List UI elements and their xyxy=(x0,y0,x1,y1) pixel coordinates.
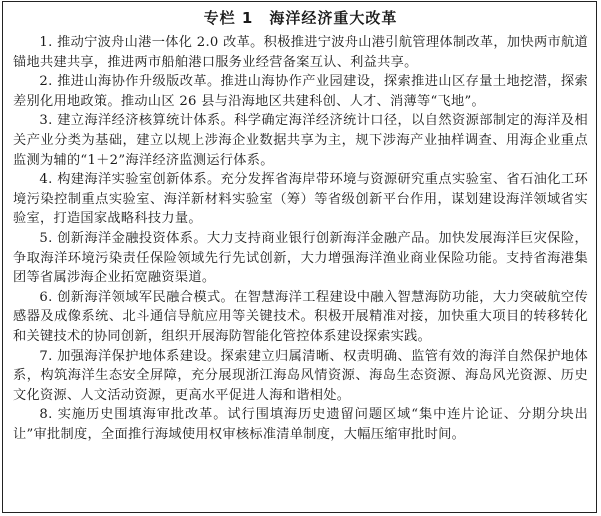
reform-item-3: 3. 建立海洋经济核算统计体系。科学确定海洋经济统计口径，以自然资源部制定的海洋及相关产业分类为基础，建立以规上涉海企业数据共享为主，规下涉海产业抽样调查、用海企业重点监测为辅的“1＋2”海洋经济监测运行体系。 xyxy=(13,113,588,168)
reform-item-7: 7. 加强海洋保护地体系建设。探索建立归属清晰、权责明确、监管有效的海洋自然保护地体系，构筑海洋生态安全屏障，充分展现浙江海岛风情资源、海岛生态资源、海岛风光资源、历史文化资源、人文活动资源，更高水平促进人海和谐相处。 xyxy=(13,348,588,403)
column-heading: 海洋经济重大改革 xyxy=(269,9,398,27)
reform-item-2: 2. 推进山海协作升级版改革。推进山海协作产业园建设，探索推进山区存量土地挖潜，探索差别化用地政策。推动山区 26 县与沿海地区共建科创、人才、消薄等“飞地”。 xyxy=(13,74,588,109)
column-title xyxy=(13,9,588,27)
reform-item-6: 6. 创新海洋领域军民融合模式。在智慧海洋工程建设中融入智慧海防功能，大力突破航空传感器及成像系统、北斗通信导航应用等关键技术。积极开展精准对接，加快重大项目的转移转化和关键技术的协同创新，组织开展海防智能化管控体系建设探索实践。 xyxy=(13,289,588,344)
reform-item-4: 4. 构建海洋实验室创新体系。充分发挥省海岸带环境与资源研究重点实验室、省石油化工环境污染控制重点实验室、海洋新材料实验室（筹）等省级创新平台作用，谋划建设海洋领域省实验室，打造国家战略科技力量。 xyxy=(13,172,588,227)
column-box xyxy=(2,1,597,513)
reform-item-5: 5. 创新海洋金融投资体系。大力支持商业银行创新海洋金融产品。加快发展海洋巨灾保险，争取海洋环境污染责任保险领域先行先试创新，大力增强海洋渔业商业保险功能。支持省海港集团等省属涉海企业拓宽融资渠道。 xyxy=(13,230,588,286)
reform-item-8: 8. 实施历史围填海审批改革。试行围填海历史遗留问题区域“集中连片论证、分期分块出让”审批制度，全面推行海域使用权审核标准清单制度，大幅压缩审批时间。 xyxy=(13,407,588,442)
reform-item-1: 1. 推动宁波舟山港一体化 2.0 改革。积极推进宁波舟山港引航管理体制改革，加快两市航道锚地共建共享，推进两市船舶港口服务业经营备案互认、利益共享。 xyxy=(13,35,588,70)
column-number: 专栏 1 xyxy=(203,9,254,27)
